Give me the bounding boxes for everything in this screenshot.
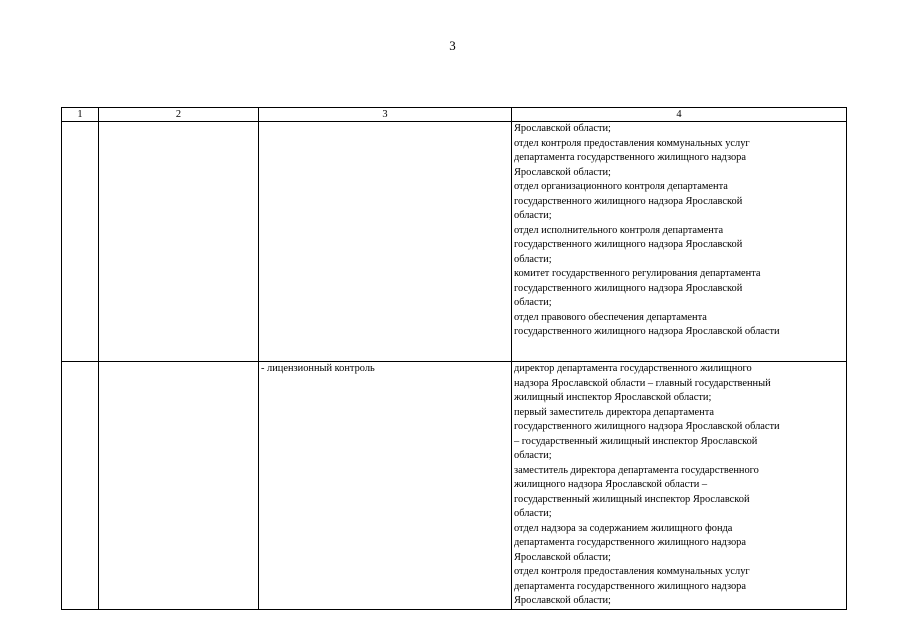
- table-cell-col1: [62, 122, 99, 362]
- list-item: заместитель директора департамента государственного жилищного надзора Ярославской области – государственный жилищный инспектор Ярославской области;: [514, 464, 759, 519]
- page-number: 3: [449, 38, 456, 53]
- list-item: отдел исполнительного контроля департамента государственного жилищного надзора Ярославской области;: [514, 224, 743, 265]
- column-header-3: 3: [259, 108, 512, 122]
- list-item: отдел надзора за содержанием жилищного фонда департамента государственного жилищного надзора Ярославской области;: [514, 522, 746, 563]
- list-item: отдел контроля предоставления коммунальных услуг департамента государственного жилищного надзора Ярославской области;: [514, 137, 750, 178]
- table-cell-col3: - лицензионный контроль: [259, 362, 512, 610]
- list-item: комитет государственного регулирования департамента государственного жилищного надзора Ярославской области;: [514, 268, 761, 308]
- table-cell-col2: [99, 122, 259, 362]
- list-item: отдел правового обеспечения департамента государственного жилищного надзора Ярославской области: [514, 311, 780, 337]
- table-row: [62, 362, 847, 610]
- table-cell-col3: [259, 122, 512, 362]
- table-cell-col2: [99, 362, 259, 610]
- column-header-1: 1: [62, 108, 99, 122]
- column-header-2: 2: [99, 108, 259, 122]
- table-row: [62, 122, 847, 362]
- list-item: Ярославской области;: [514, 123, 611, 134]
- document-table: [61, 107, 847, 610]
- table-cell-col1: [62, 362, 99, 610]
- list-item: отдел организационного контроля департамента государственного жилищного надзора Ярославской области;: [514, 181, 743, 221]
- table-cell-col4: [512, 362, 847, 610]
- table-header-row: [62, 108, 847, 122]
- list-item: отдел контроля предоставления коммунальных услуг департамента государственного жилищного надзора Ярославской области;: [514, 566, 750, 606]
- list-item: первый заместитель директора департамента государственного жилищного надзора Ярославской области – государственный жилищный инспектор Ярославской области;: [514, 406, 780, 461]
- table-cell-col4: [512, 122, 847, 362]
- column-header-4: 4: [512, 108, 847, 122]
- list-item: директор департамента государственного жилищного надзора Ярославской области – главный государственный жилищный инспектор Ярославской области;: [514, 363, 771, 403]
